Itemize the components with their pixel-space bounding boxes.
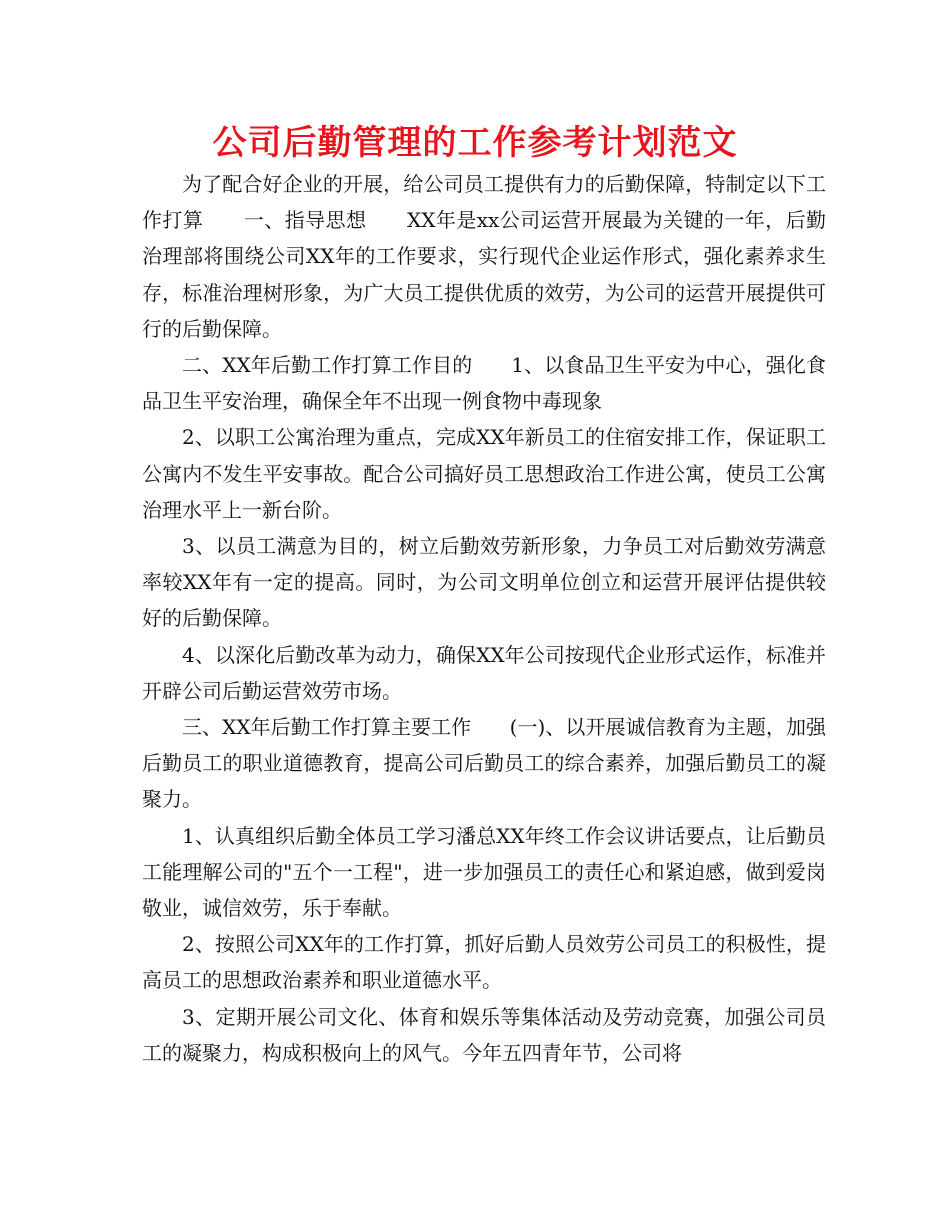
document-body — [142, 166, 826, 1071]
paragraph: 3、以员工满意为目的，树立后勤效劳新形象，力争员工对后勤效劳满意率较XX年有一定的提高。同时，为公司文明单位创立和运营开展评估提供较好的后勤保障。 — [142, 534, 826, 631]
paragraph: 三、XX年后勤工作打算主要工作 (一)、以开展诚信教育为主题，加强后勤员工的职业道德教育，提高公司后勤员工的综合素养，加强后勤员工的凝聚力。 — [142, 715, 826, 812]
paragraph: 为了配合好企业的开展，给公司员工提供有力的后勤保障，特制定以下工作打算 一、指导思想 XX年是xx公司运营开展最为关键的一年，后勤治理部将围绕公司XX年的工作要求，实行现代企业运作形式，强化素养求生存，标准治理树形象，为广大员工提供优质的效劳，为公司的运营开展提供可行的后勤保障。 — [142, 172, 826, 341]
paragraph: 2、按照公司XX年的工作打算，抓好后勤人员效劳公司员工的积极性，提高员工的思想政治素养和职业道德水平。 — [142, 932, 826, 993]
paragraph: 4、以深化后勤改革为动力，确保XX年公司按现代企业形式运作，标准并开辟公司后勤运营效劳市场。 — [142, 642, 826, 703]
paragraph: 二、XX年后勤工作打算工作目的 1、以食品卫生平安为中心，强化食品卫生平安治理，确保全年不出现一例食物中毒现象 — [142, 353, 826, 414]
paragraph: 3、定期开展公司文化、体育和娱乐等集体活动及劳动竞赛，加强公司员工的凝聚力，构成积极向上的风气。今年五四青年节，公司将 — [142, 1004, 826, 1065]
document-title: 公司后勤管理的工作参考计划范文 — [212, 123, 738, 163]
paragraph: 2、以职工公寓治理为重点，完成XX年新员工的住宿安排工作，保证职工公寓内不发生平安事故。配合公司搞好员工思想政治工作进公寓，使员工公寓治理水平上一新台阶。 — [142, 425, 826, 522]
paragraph: 1、认真组织后勤全体员工学习潘总XX年终工作会议讲话要点，让后勤员工能理解公司的"五个一工程"，进一步加强员工的责任心和紧迫感，做到爱岗敬业，诚信效劳，乐于奉献。 — [142, 823, 826, 921]
